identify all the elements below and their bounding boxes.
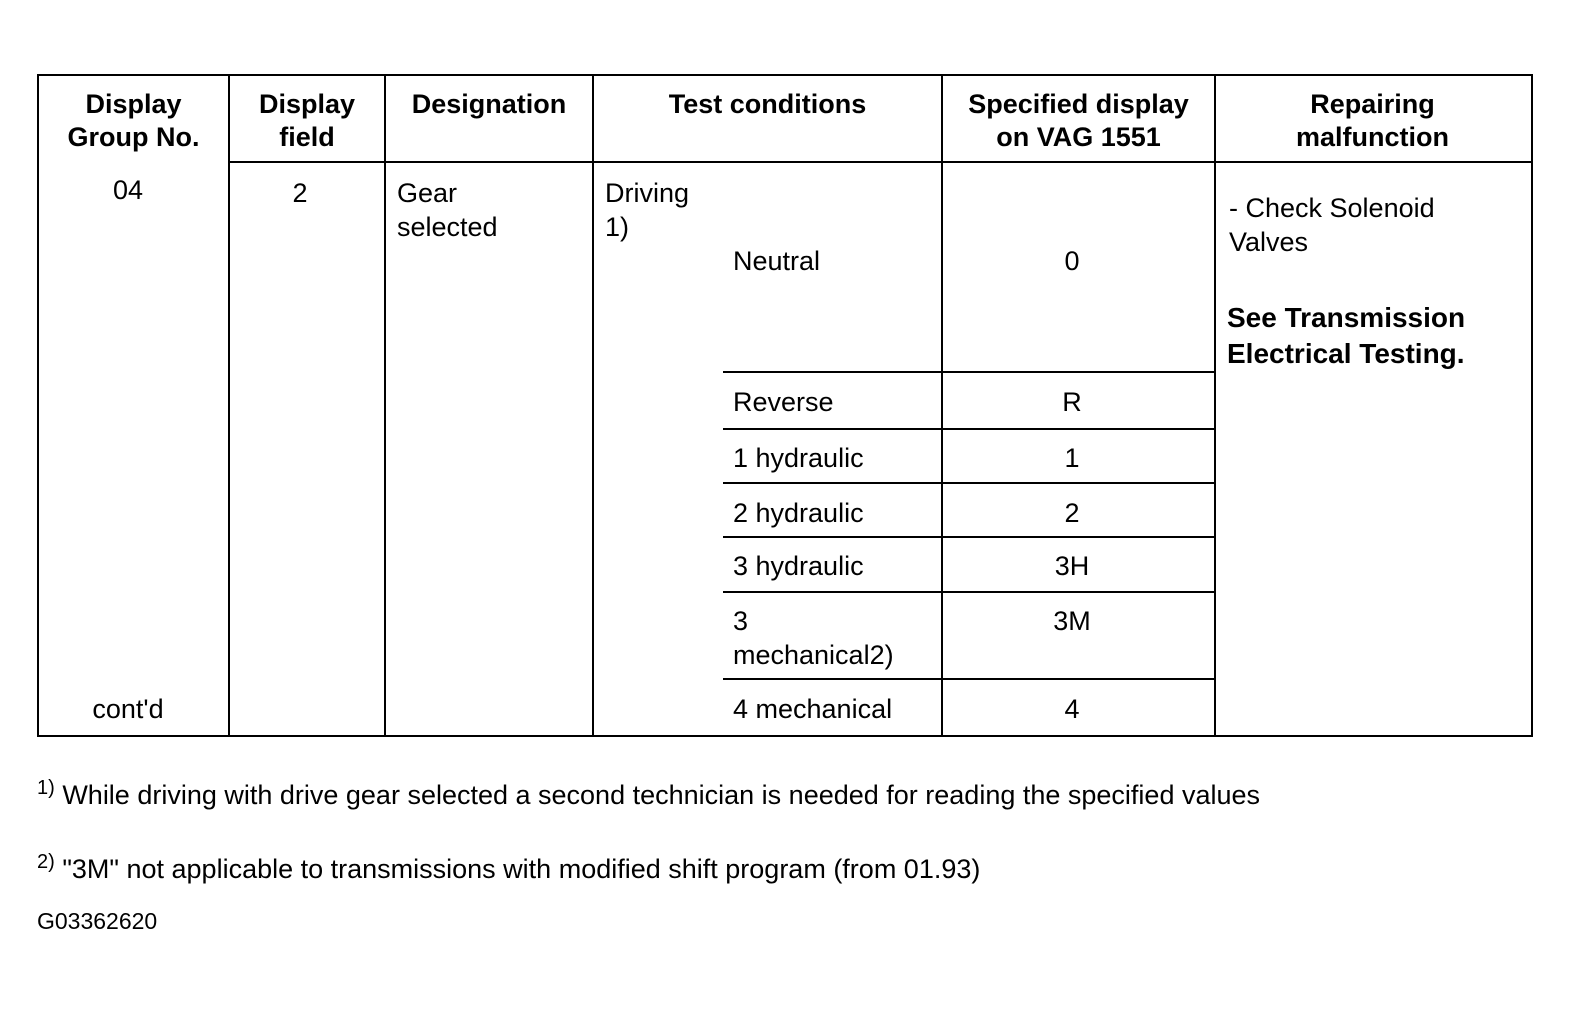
group-number: 04 — [112, 175, 144, 205]
condition-reverse: Reverse — [733, 387, 834, 417]
header-test-conditions: Test conditions — [668, 89, 867, 119]
designation-text: Gear selected — [397, 178, 498, 242]
footnote-2-mark: 2) — [37, 851, 55, 873]
header-bottom-line — [228, 161, 1531, 163]
repair-see: See Transmission Electrical Testing. — [1227, 302, 1466, 369]
row-line — [723, 591, 1216, 593]
header-specified-display: Specified display on VAG 1551 — [968, 89, 1189, 152]
display-neutral: 0 — [1064, 246, 1080, 276]
repair-check: - Check Solenoid Valves — [1229, 193, 1435, 257]
condition-2-hydraulic: 2 hydraulic — [733, 498, 864, 528]
condition-1-hydraulic: 1 hydraulic — [733, 443, 864, 473]
group-contd: cont'd — [92, 694, 164, 724]
display-1-hydraulic: 1 — [1064, 443, 1080, 473]
condition-3-mechanical: 3 mechanical2) — [733, 606, 894, 670]
condition-4-mechanical: 4 mechanical — [733, 694, 893, 724]
header-group-no: Display Group No. — [67, 89, 200, 152]
condition-3-hydraulic: 3 hydraulic — [733, 551, 864, 581]
row-line — [723, 482, 1216, 484]
condition-neutral: Neutral — [733, 246, 821, 276]
col-divider-1 — [228, 74, 230, 735]
row-line — [723, 371, 1216, 373]
display-3-mechanical: 3M — [1053, 606, 1091, 636]
display-3-hydraulic: 3H — [1054, 551, 1090, 581]
row-line — [723, 678, 1216, 680]
display-4-mechanical: 4 — [1064, 694, 1080, 724]
header-display-field: Display field — [258, 89, 356, 152]
display-2-hydraulic: 2 — [1064, 498, 1080, 528]
footnote-1 — [37, 778, 1260, 812]
footnote-2 — [37, 852, 980, 886]
row-line — [723, 536, 1216, 538]
display-field-value: 2 — [292, 178, 308, 208]
col-divider-2 — [384, 74, 386, 735]
footnote-2-text: "3M" not applicable to transmissions with modified shift program (from 01.93) — [62, 854, 981, 884]
header-repairing: Repairing malfunction — [1296, 89, 1449, 152]
display-reverse: R — [1062, 387, 1082, 417]
row-line — [723, 428, 1216, 430]
col-divider-3 — [592, 74, 594, 735]
footnote-1-text: While driving with drive gear selected a second technician is needed for reading the specified values — [62, 780, 1261, 810]
footnote-1-mark: 1) — [37, 777, 55, 799]
driving-label: Driving 1) — [605, 178, 690, 242]
header-designation: Designation — [411, 89, 567, 119]
figure-id: G03362620 — [37, 908, 158, 934]
col-divider-5 — [1214, 74, 1216, 735]
